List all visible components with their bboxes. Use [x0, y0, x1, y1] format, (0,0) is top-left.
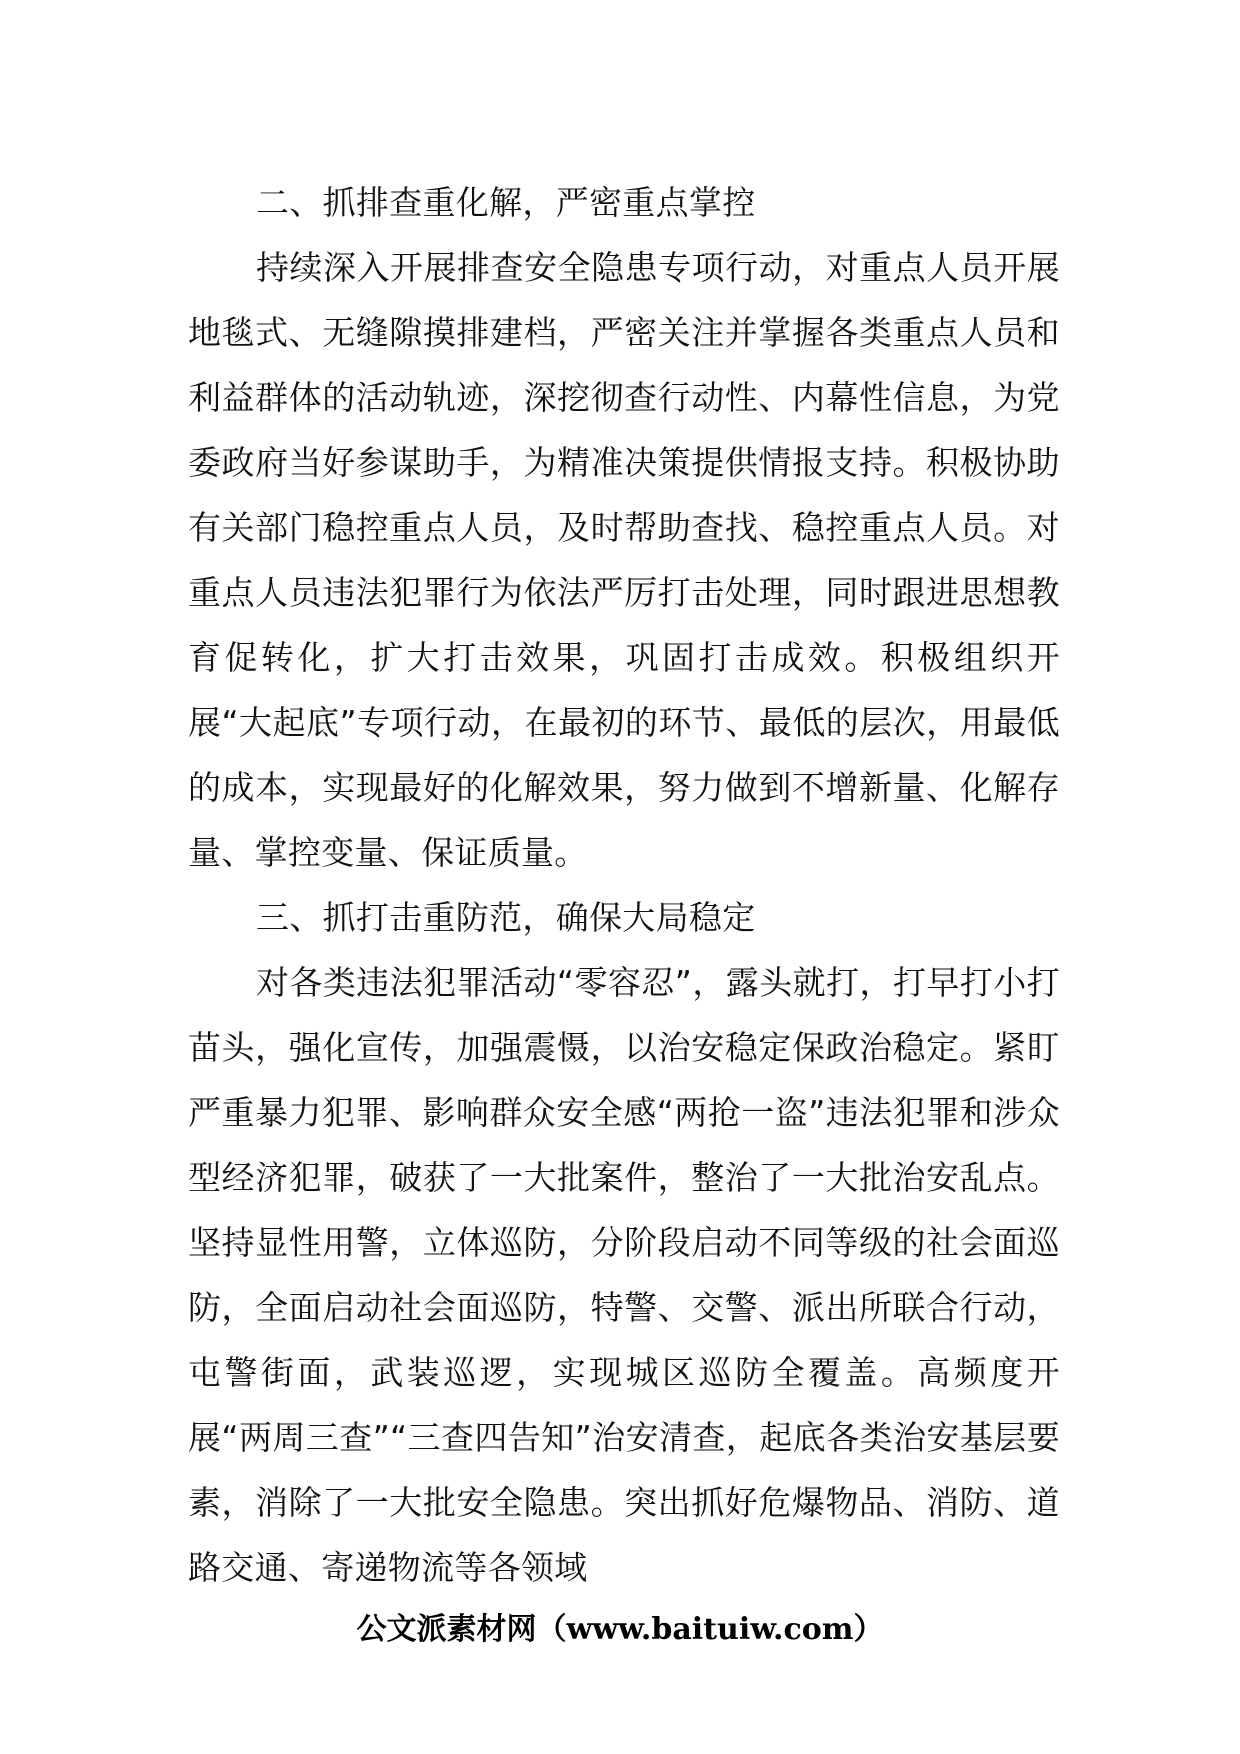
footer-watermark: 公文派素材网（www.baituiw.com）	[356, 1612, 884, 1647]
section-paragraph-3: 对各类违法犯罪活动“零容忍”，露头就打，打早打小打苗头，强化宣传，加强震慑，以治安稳定保政治稳定。紧盯严重暴力犯罪、影响群众安全感“两抢一盗”违法犯罪和涉众型经济犯罪，破获了一大批案件，整治了一大批治安乱点。坚持显性用警，立体巡防，分阶段启动不同等级的社会面巡防，全面启动社会面巡防，特警、交警、派出所联合行动，屯警街面，武装巡逻，实现城区巡防全覆盖。高频度开展“两周三查”“三查四告知”治安清查，起底各类治安基层要素，消除了一大批安全隐患。突出抓好危爆物品、消防、道路交通、寄递物流等各领域	[188, 963, 1060, 1587]
document-body	[188, 170, 1060, 1600]
section-paragraph-2: 持续深入开展排查安全隐患专项行动，对重点人员开展地毯式、无缝隙摸排建档，严密关注并掌握各类重点人员和利益群体的活动轨迹，深挖彻查行动性、内幕性信息，为党委政府当好参谋助手，为精准决策提供情报支持。积极协助有关部门稳控重点人员，及时帮助查找、稳控重点人员。对重点人员违法犯罪行为依法严厉打击处理，同时跟进思想教育促转化，扩大打击效果，巩固打击成效。积极组织开展“大起底”专项行动，在最初的环节、最低的层次，用最低的成本，实现最好的化解效果，努力做到不增新量、化解存量、掌控变量、保证质量。	[188, 248, 1060, 872]
section-heading-2: 二、抓排查重化解，严密重点掌控	[256, 183, 756, 222]
section-heading-3: 三、抓打击重防范，确保大局稳定	[256, 898, 756, 937]
